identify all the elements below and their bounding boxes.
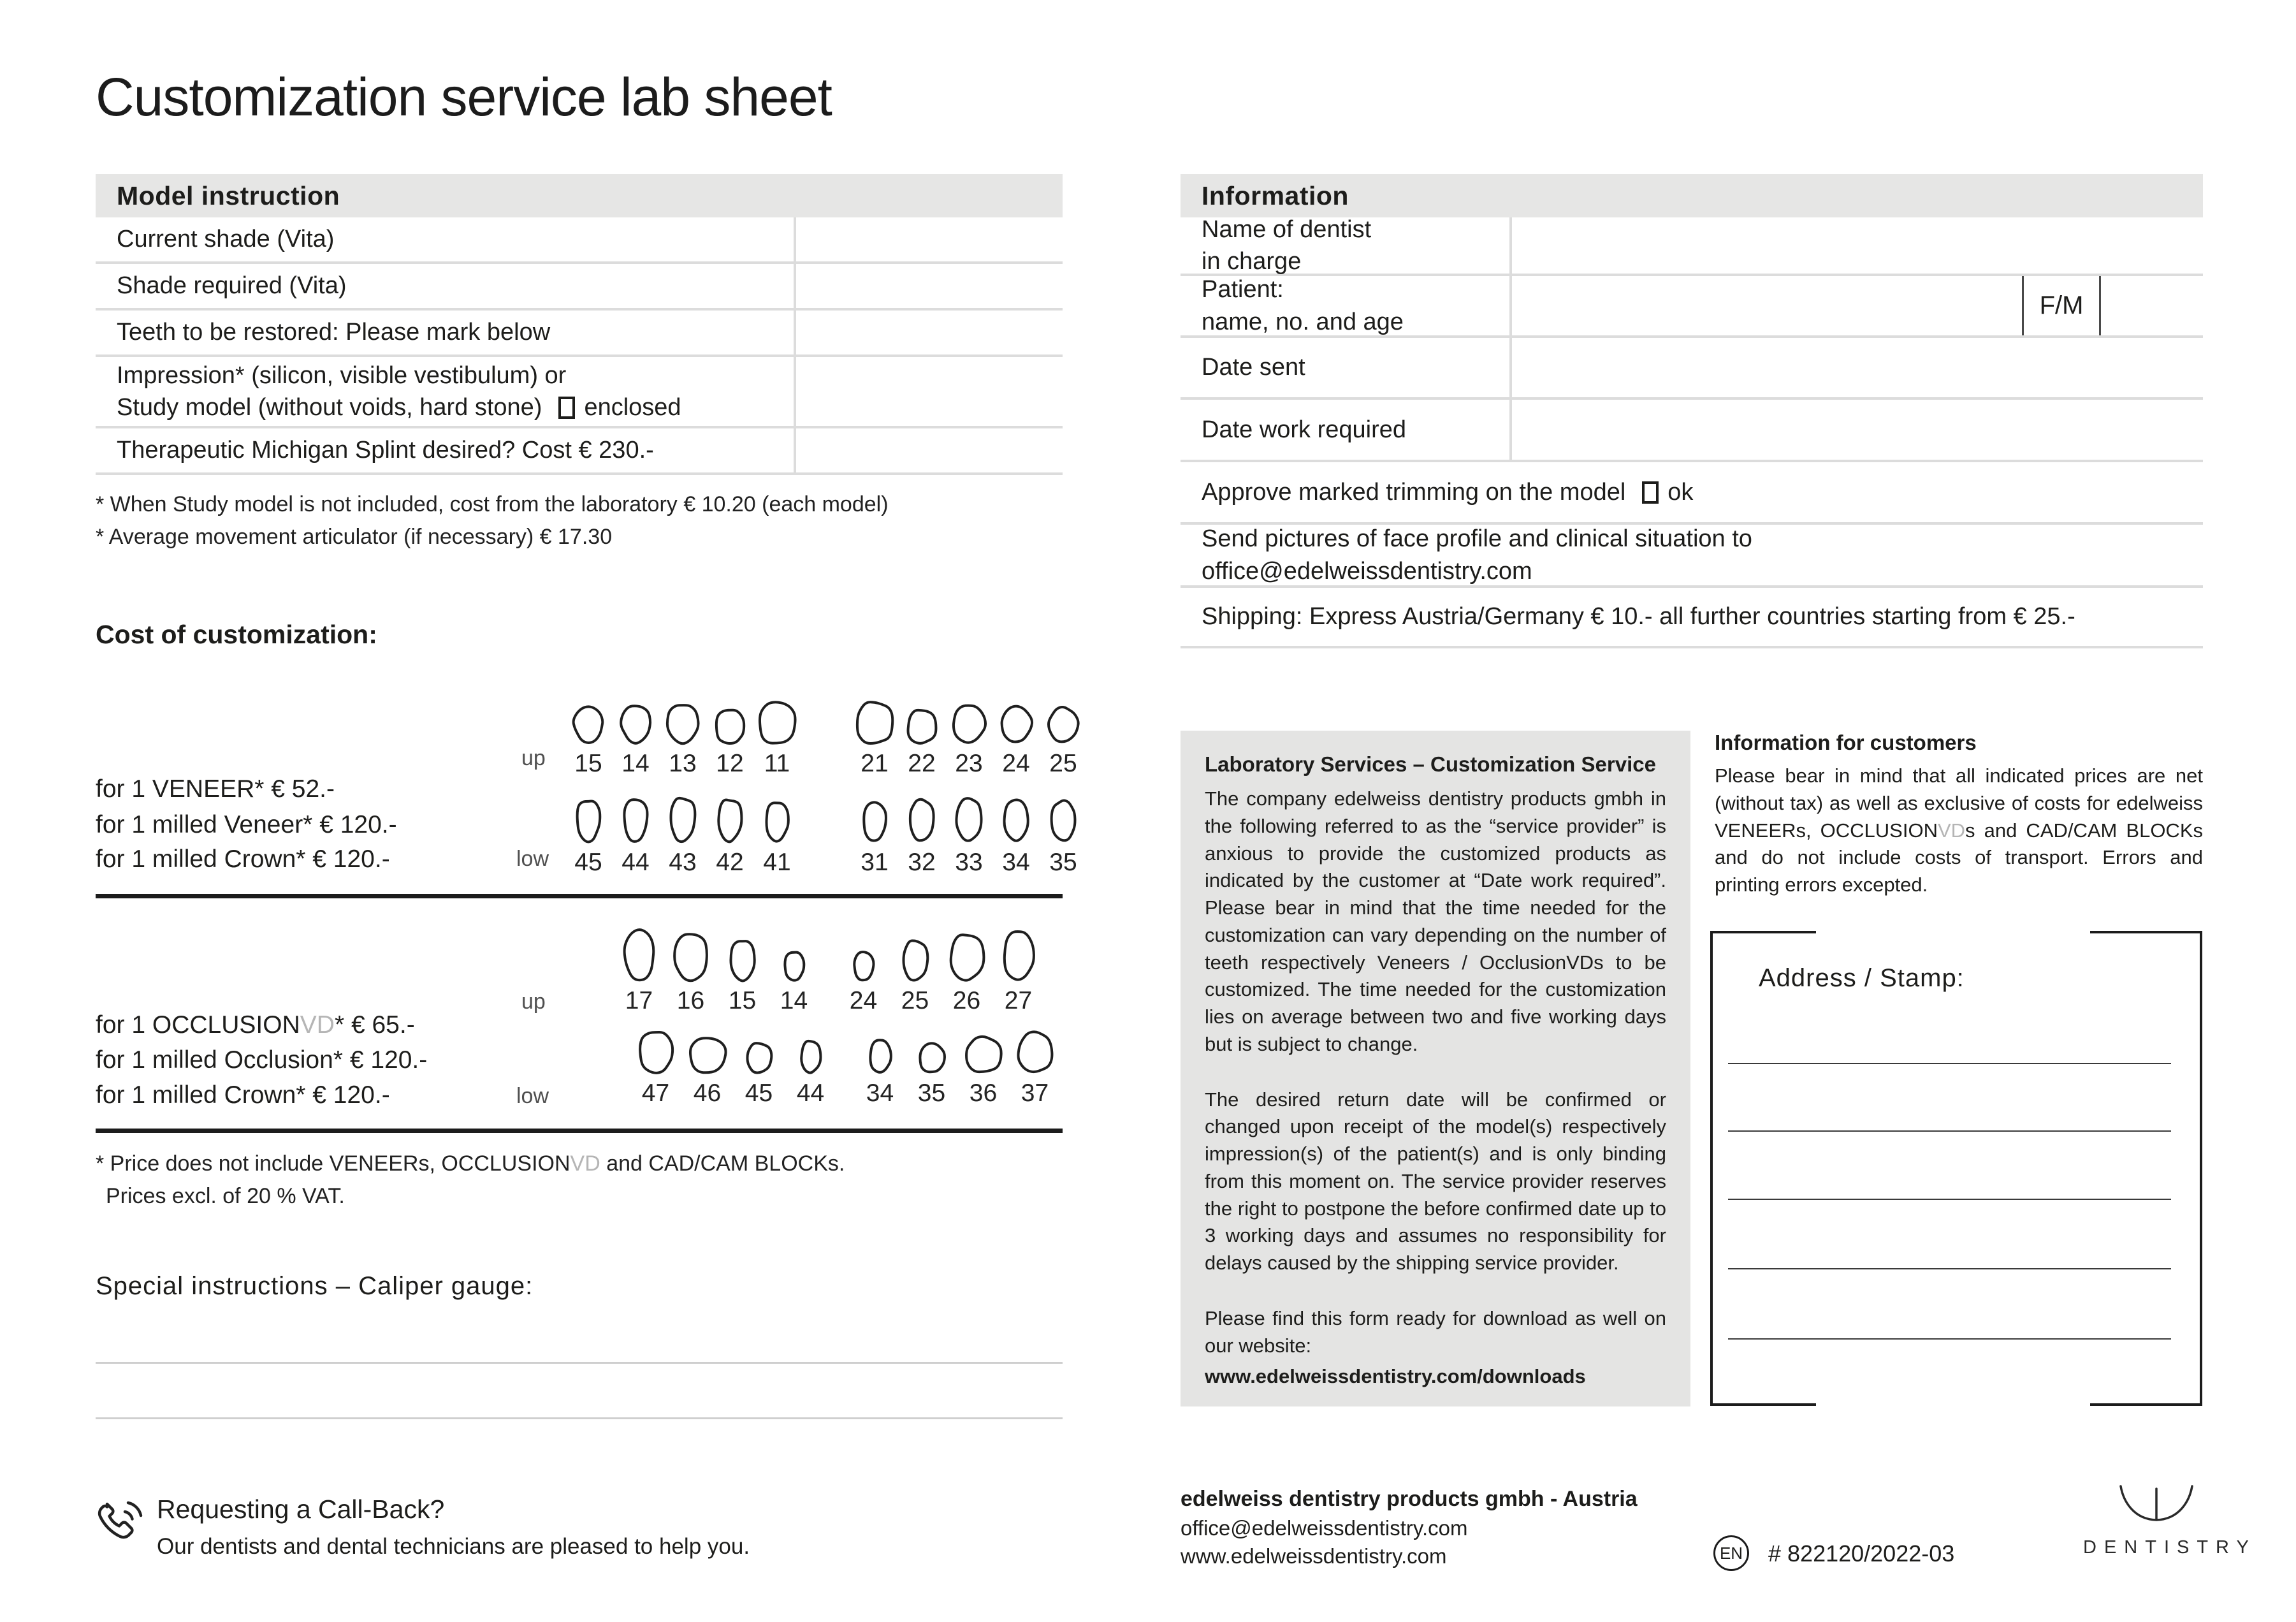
send-pictures-row xyxy=(1181,525,2203,588)
special-instructions-label: Special instructions – Caliper gauge: xyxy=(96,1272,534,1300)
tooth-45[interactable] xyxy=(565,798,612,877)
page-title: Customization service lab sheet xyxy=(96,67,832,127)
tooth-45[interactable] xyxy=(733,1040,785,1107)
tooth-number: 23 xyxy=(955,750,983,777)
tooth-number: 31 xyxy=(861,849,889,876)
approve-ok-label: ok xyxy=(1668,478,1694,506)
tooth-number: 15 xyxy=(728,987,757,1014)
tooth-number: 45 xyxy=(745,1079,773,1107)
tooth-31[interactable] xyxy=(851,799,898,877)
tooth-number: 27 xyxy=(1004,987,1033,1014)
tooth-number: 14 xyxy=(780,987,808,1014)
model-instruction-table xyxy=(96,174,1063,475)
shipping-text: Shipping: Express Austria/Germany € 10.- all further countries starting from € 25.- xyxy=(1202,603,2075,631)
teeth-row-occlusion-low xyxy=(630,1015,1061,1107)
tooth-26[interactable] xyxy=(941,931,992,1015)
tooth-21[interactable] xyxy=(851,699,898,778)
model-instruction-header: Model instruction xyxy=(96,174,1063,217)
tooth-17[interactable] xyxy=(613,927,665,1015)
laboratory-services-panel xyxy=(1181,731,1690,1406)
price-note-line1: * Price does not include VENEERs, OCCLUSIONVD and CAD/CAM BLOCKs. xyxy=(96,1151,845,1176)
tooth-32[interactable] xyxy=(898,796,945,877)
address-write-line xyxy=(1728,1130,2171,1132)
tooth-35[interactable] xyxy=(906,1040,957,1107)
tooth-36[interactable] xyxy=(957,1034,1009,1107)
table-row xyxy=(1181,400,2203,462)
laboratory-services-paragraph-2: The desired return date will be confirmed or changed upon receipt of the model(s) respectively impression(s) of the patient(s) and is only binding from this moment on. The service provider reserves the right to postpone the before confirmed date up to 3 working days and assumes no responsibility for delays caused by the shipping service provider. xyxy=(1205,1088,1666,1275)
corner-mark xyxy=(1713,931,1816,933)
tooth-number: 14 xyxy=(621,750,650,777)
tooth-number: 25 xyxy=(1049,750,1077,777)
tooth-12[interactable] xyxy=(706,706,753,778)
approve-ok-checkbox[interactable] xyxy=(1642,481,1659,504)
tooth-47[interactable] xyxy=(630,1028,681,1107)
tooth-number: 16 xyxy=(676,987,705,1014)
table-row xyxy=(96,264,1063,311)
impression-input[interactable] xyxy=(794,357,1063,426)
address-write-line xyxy=(1728,1199,2171,1200)
tooth-number: 35 xyxy=(917,1079,946,1107)
patient-input[interactable] xyxy=(1509,276,2203,335)
special-instructions-line-2[interactable] xyxy=(96,1417,1063,1419)
table-row xyxy=(96,357,1063,428)
footer-company: edelweiss dentistry products gmbh - Austria xyxy=(1181,1487,1638,1511)
tooth-number: 26 xyxy=(952,987,981,1014)
customer-information xyxy=(1715,731,2203,899)
information-header: Information xyxy=(1181,174,2203,217)
impression-line1: Impression* (silicon, visible vestibulum) or xyxy=(117,362,567,389)
phone-icon xyxy=(93,1494,144,1545)
price-milled-occlusion: for 1 milled Occlusion* € 120.- xyxy=(96,1046,428,1074)
tooth-number: 15 xyxy=(574,750,602,777)
tooth-23[interactable] xyxy=(945,701,992,778)
shipping-row xyxy=(1181,588,2203,648)
date-work-required-label: Date work required xyxy=(1202,416,1407,443)
tooth-number: 11 xyxy=(764,750,790,777)
footnote-study-model: * When Study model is not included, cost from the laboratory € 10.20 (each model) xyxy=(96,492,889,516)
tooth-41[interactable] xyxy=(753,799,801,877)
logo-text: DENTISTRY xyxy=(2083,1537,2256,1558)
tooth-15[interactable] xyxy=(716,937,768,1015)
dentist-name-input[interactable] xyxy=(1509,217,2203,274)
footer-website[interactable]: www.edelweissdentistry.com xyxy=(1181,1544,1447,1568)
address-write-line xyxy=(1728,1063,2171,1064)
tooth-25[interactable] xyxy=(889,937,941,1015)
language-badge: EN xyxy=(1713,1535,1749,1571)
tooth-number: 35 xyxy=(1049,849,1077,876)
occlusion-up-label: up xyxy=(521,990,546,1014)
address-write-line xyxy=(1728,1268,2171,1269)
approve-trimming-text: Approve marked trimming on the model ok xyxy=(1202,478,1694,506)
current-shade-label: Current shade (Vita) xyxy=(117,226,335,253)
footnote-articulator: * Average movement articulator (if necessary) € 17.30 xyxy=(96,525,613,549)
tooth-number: 44 xyxy=(796,1079,825,1107)
tooth-icon xyxy=(2114,1483,2198,1525)
vd-muted: VD xyxy=(300,1011,335,1039)
michigan-splint-input[interactable] xyxy=(794,428,1063,472)
laboratory-services-title: Laboratory Services – Customization Service xyxy=(1205,752,1656,776)
tooth-number: 13 xyxy=(669,750,697,777)
table-row xyxy=(1181,276,2203,338)
date-work-required-input[interactable] xyxy=(1509,400,2203,460)
address-write-line xyxy=(1728,1338,2171,1340)
corner-mark xyxy=(2090,1403,2200,1406)
address-stamp-box[interactable] xyxy=(1710,931,2202,1406)
customer-information-title: Information for customers xyxy=(1715,731,1977,754)
send-pictures-email[interactable]: office@edelweissdentistry.com xyxy=(1202,557,1532,585)
tooth-44[interactable] xyxy=(612,796,659,877)
tooth-number: 25 xyxy=(901,987,929,1014)
impression-label xyxy=(96,357,794,426)
tooth-number: 33 xyxy=(955,849,983,876)
tooth-number: 17 xyxy=(625,987,653,1014)
vd-muted: VD xyxy=(570,1151,600,1176)
cost-heading: Cost of customization: xyxy=(96,620,377,649)
tooth-44[interactable] xyxy=(785,1037,836,1107)
edelweiss-dentistry-logo xyxy=(2083,1483,2256,1558)
tooth-25[interactable] xyxy=(1040,704,1087,778)
teeth-row-veneer-low xyxy=(565,794,1087,877)
price-occlusionvd: for 1 OCCLUSIONVD* € 65.- xyxy=(96,1011,415,1039)
price-note-line2: Prices excl. of 20 % VAT. xyxy=(106,1184,345,1208)
table-row xyxy=(1181,338,2203,400)
enclosed-checkbox[interactable] xyxy=(558,397,575,419)
tooth-number: 34 xyxy=(1002,849,1030,876)
section-divider xyxy=(96,1129,1063,1133)
tooth-24[interactable] xyxy=(838,949,889,1015)
tooth-number: 41 xyxy=(763,849,791,876)
corner-mark xyxy=(2090,931,2200,933)
tooth-number: 36 xyxy=(969,1079,998,1107)
tooth-14[interactable] xyxy=(768,949,820,1015)
tooth-number: 22 xyxy=(908,750,936,777)
michigan-splint-label: Therapeutic Michigan Splint desired? Cost € 230.- xyxy=(117,437,654,464)
tooth-number: 21 xyxy=(861,750,889,777)
laboratory-services-paragraph-1: The company edelweiss dentistry products gmbh in the following referred to as the “service provider” is anxious to provide the customized products as indicated by the customer at “Date work required”. Please bear in mind that the time needed for the customization can vary depending on the number of teeth respectively Veneers / OcclusionVDs to be customized. The time needed for the customization lies on average between two and five working days but is subject to change. xyxy=(1205,787,1666,1055)
tooth-43[interactable] xyxy=(659,795,706,877)
teeth-row-occlusion-up xyxy=(613,919,1044,1015)
price-veneer: for 1 VENEER* € 52.- xyxy=(96,775,335,803)
price-milled-veneer: for 1 milled Veneer* € 120.- xyxy=(96,811,397,838)
section-divider xyxy=(96,894,1063,898)
downloads-url[interactable]: www.edelweissdentistry.com/downloads xyxy=(1205,1364,1586,1387)
tooth-15[interactable] xyxy=(565,704,612,778)
tooth-11[interactable] xyxy=(753,699,801,778)
tooth-number: 24 xyxy=(849,987,878,1014)
tooth-number: 34 xyxy=(866,1079,894,1107)
document-number: # 822120/2022-03 xyxy=(1768,1540,1955,1567)
special-instructions-line-1[interactable] xyxy=(96,1362,1063,1364)
teeth-row-veneer-up xyxy=(565,695,1087,778)
model-footnotes xyxy=(96,488,1063,553)
corner-mark xyxy=(1713,1403,1816,1406)
send-pictures-line1: Send pictures of face profile and clinical situation to xyxy=(1202,525,1752,553)
tooth-35[interactable] xyxy=(1040,798,1087,877)
impression-line2: Study model (without voids, hard stone) enclosed xyxy=(117,394,681,421)
teeth-restored-input[interactable] xyxy=(794,311,1063,354)
address-stamp-label: Address / Stamp: xyxy=(1759,964,1965,992)
tooth-42[interactable] xyxy=(706,796,753,877)
table-row xyxy=(96,311,1063,357)
tooth-16[interactable] xyxy=(665,931,716,1015)
callback-subtitle: Our dentists and dental technicians are pleased to help you. xyxy=(157,1534,750,1559)
approve-trimming-row xyxy=(1181,462,2203,525)
shade-required-label: Shade required (Vita) xyxy=(117,272,347,300)
tooth-14[interactable] xyxy=(612,703,659,778)
tooth-27[interactable] xyxy=(992,927,1044,1015)
information-table xyxy=(1181,174,2203,648)
tooth-22[interactable] xyxy=(898,706,945,778)
callback-title: Requesting a Call-Back? xyxy=(157,1494,445,1524)
tooth-34[interactable] xyxy=(854,1036,906,1107)
table-row xyxy=(96,428,1063,475)
tooth-number: 43 xyxy=(669,849,697,876)
table-row xyxy=(1181,217,2203,276)
tooth-37[interactable] xyxy=(1009,1028,1061,1107)
laboratory-services-paragraph-3: Please find this form ready for download as well on our website: xyxy=(1205,1307,1666,1357)
date-sent-input[interactable] xyxy=(1509,338,2203,397)
footer-email[interactable]: office@edelweissdentistry.com xyxy=(1181,1516,1468,1540)
tooth-46[interactable] xyxy=(681,1035,733,1107)
table-row xyxy=(96,217,1063,264)
tooth-13[interactable] xyxy=(659,701,706,778)
date-sent-label: Date sent xyxy=(1202,354,1305,381)
teeth-restored-label: Teeth to be restored: Please mark below xyxy=(117,319,551,346)
veneer-up-label: up xyxy=(521,746,546,770)
current-shade-input[interactable] xyxy=(794,217,1063,261)
tooth-number: 47 xyxy=(641,1079,670,1107)
tooth-number: 45 xyxy=(574,849,602,876)
tooth-number: 44 xyxy=(621,849,650,876)
price-milled-crown-1: for 1 milled Crown* € 120.- xyxy=(96,845,390,873)
tooth-number: 24 xyxy=(1002,750,1030,777)
tooth-number: 32 xyxy=(908,849,936,876)
price-footnote xyxy=(96,1148,1063,1213)
vd-muted: VD xyxy=(1937,819,1966,842)
tooth-number: 46 xyxy=(693,1079,722,1107)
tooth-number: 37 xyxy=(1021,1079,1049,1107)
dentist-name-label: Name of dentist in charge xyxy=(1202,216,1372,275)
tooth-34[interactable] xyxy=(992,796,1040,877)
occlusion-low-label: low xyxy=(516,1084,549,1108)
patient-label: Patient: name, no. and age xyxy=(1202,276,1404,335)
tooth-24[interactable] xyxy=(992,703,1040,778)
tooth-number: 12 xyxy=(716,750,744,777)
shade-required-input[interactable] xyxy=(794,264,1063,308)
tooth-33[interactable] xyxy=(945,795,992,877)
tooth-number: 42 xyxy=(716,849,744,876)
veneer-low-label: low xyxy=(516,847,549,871)
enclosed-label: enclosed xyxy=(584,394,681,421)
customer-information-body: Please bear in mind that all indicated prices are net (without tax) as well as exclusive of costs for edelweiss VENEERs, OCCLUSIONVDs and CAD/CAM BLOCKs and do not include costs of transport. Errors and printing errors excepted. xyxy=(1715,764,2204,896)
price-milled-crown-2: for 1 milled Crown* € 120.- xyxy=(96,1081,390,1109)
patient-sex-label: F/M xyxy=(2022,276,2101,335)
